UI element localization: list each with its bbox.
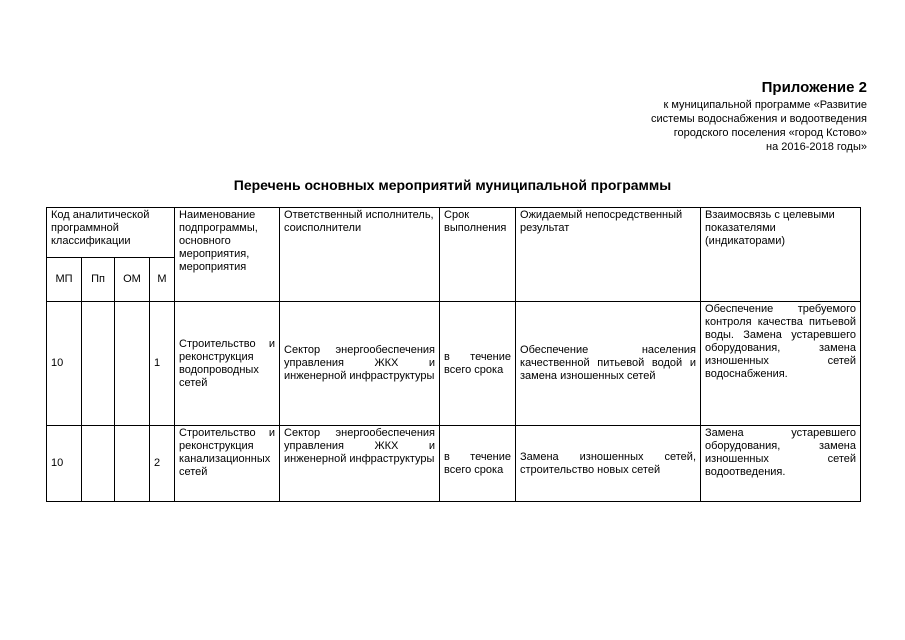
appendix-title: Приложение 2 <box>761 79 867 96</box>
cell-indicators: Обеспечение требуемого контроля качества питьевой воды. Замена устаревшего оборудования, замена изношенных сетей водоснабжения. <box>701 302 861 426</box>
cell-result: Замена изношенных сетей, строительство новых сетей <box>516 426 701 502</box>
cell-executor: Сектор энергообеспечения управления ЖКХ и инженерной инфраструктуры <box>280 302 440 426</box>
header-indicators: Взаимосвязь с целевыми показателями (индикаторами) <box>701 208 861 302</box>
header-pp: Пп <box>82 258 115 302</box>
cell-name: Строительство и реконструкция канализационных сетей <box>175 426 280 502</box>
table-row <box>47 302 861 426</box>
cell-indicators: Замена устаревшего оборудования, замена изношенных сетей водоотведения. <box>701 426 861 502</box>
header-code: Код аналитической программной классификации <box>47 208 175 258</box>
appendix-line: к муниципальной программе «Развитие <box>663 99 867 111</box>
appendix-line: на 2016-2018 годы» <box>766 141 867 153</box>
cell-pp <box>82 426 115 502</box>
header-result: Ожидаемый непосредственный результат <box>516 208 701 302</box>
cell-term: в течение всего срока <box>440 426 516 502</box>
cell-mp: 10 <box>47 302 82 426</box>
appendix-line: городского поселения «город Кстово» <box>673 127 867 139</box>
cell-mp: 10 <box>47 426 82 502</box>
cell-pp <box>82 302 115 426</box>
cell-om <box>115 426 150 502</box>
header-om: ОМ <box>115 258 150 302</box>
cell-executor: Сектор энергообеспечения управления ЖКХ и инженерной инфраструктуры <box>280 426 440 502</box>
table-row <box>47 426 861 502</box>
cell-m: 2 <box>150 426 175 502</box>
table-header-row <box>47 208 861 258</box>
header-term: Срок выполнения <box>440 208 516 302</box>
cell-om <box>115 302 150 426</box>
cell-term: в течение всего срока <box>440 302 516 426</box>
appendix-line: системы водоснабжения и водоотведения <box>651 113 867 125</box>
header-mp: МП <box>47 258 82 302</box>
cell-name: Строительство и реконструкция водопроводных сетей <box>175 302 280 426</box>
appendix-block <box>507 78 867 154</box>
document-title: Перечень основных мероприятий муниципальной программы <box>233 177 672 193</box>
measures-table <box>46 207 861 502</box>
cell-result: Обеспечение населения качественной питьевой водой и замена изношенных сетей <box>516 302 701 426</box>
header-m: М <box>150 258 175 302</box>
header-name: Наименование подпрограммы, основного мероприятия, мероприятия <box>175 208 280 302</box>
cell-m: 1 <box>150 302 175 426</box>
header-executor: Ответственный исполнитель, соисполнители <box>280 208 440 302</box>
